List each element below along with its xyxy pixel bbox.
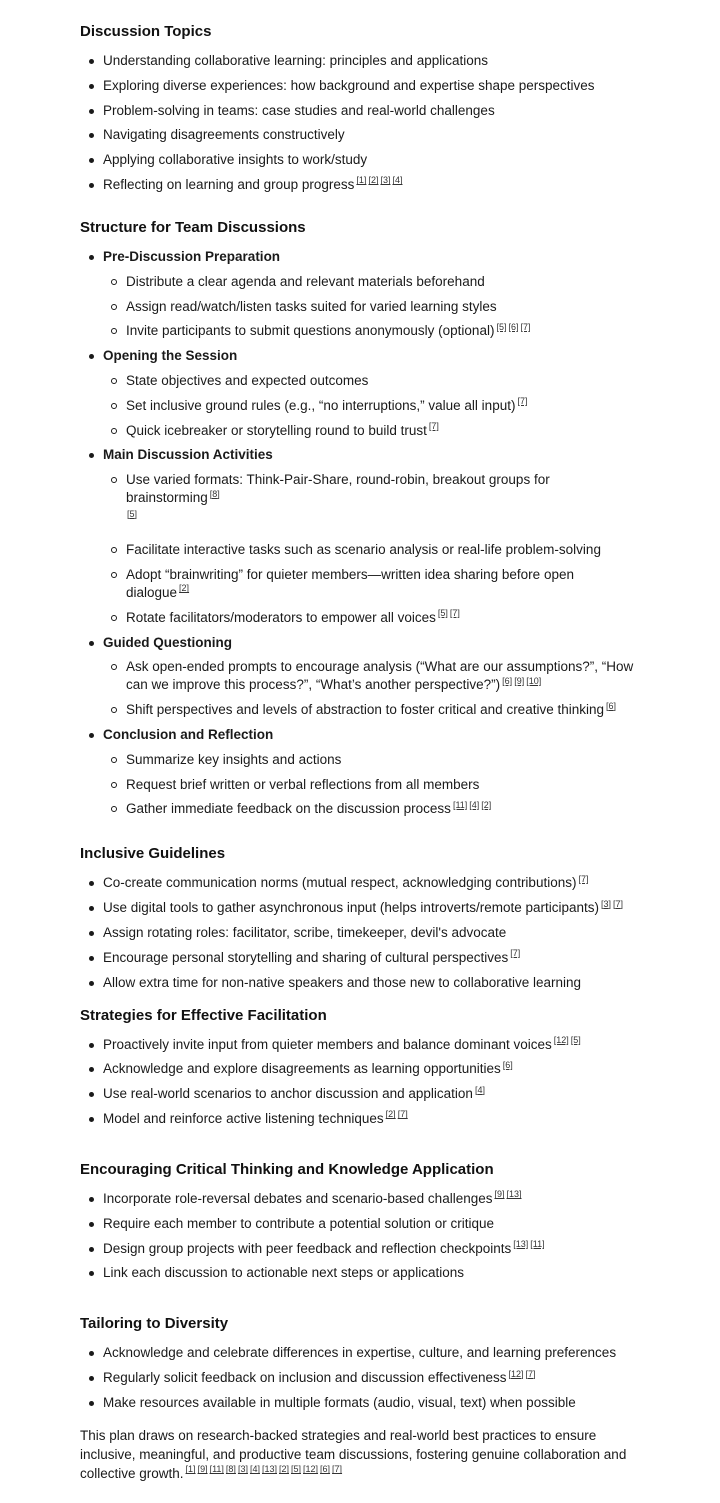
sub-list: [103, 372, 640, 440]
group-label: Pre-Discussion Preparation: [103, 248, 281, 264]
citation-link[interactable]: [7]: [510, 948, 521, 959]
citation-link[interactable]: [6]: [508, 321, 519, 332]
list-item: Require each member to contribute a potential solution or critique: [80, 1215, 640, 1233]
citation-link[interactable]: [5]: [127, 508, 138, 519]
citation-link[interactable]: [7]: [428, 421, 439, 432]
list-item: Use varied formats: Think-Pair-Share, round-robin, breakout groups for brainstorming [8] [5]: [103, 471, 640, 527]
list-item: Regularly solicit feedback on inclusion and discussion effectiveness [12] [7]: [80, 1369, 640, 1387]
citation-link[interactable]: [5]: [570, 1035, 581, 1046]
citation-link[interactable]: [4]: [474, 1084, 485, 1095]
citation-link[interactable]: [4]: [249, 1464, 260, 1475]
list-item: State objectives and expected outcomes: [103, 372, 640, 390]
list-item: Make resources available in multiple formats (audio, visual, text) when possible: [80, 1394, 640, 1412]
section-heading: Tailoring to Diversity: [80, 1315, 229, 1333]
section-inclusive-guidelines: [80, 844, 640, 991]
citation-link[interactable]: [12]: [303, 1464, 319, 1475]
citation-link[interactable]: [7]: [520, 321, 531, 332]
citation-link[interactable]: [7]: [449, 608, 460, 619]
list-group-guided-questioning: [80, 634, 640, 720]
list-item: Reflecting on learning and group progress [1] [2] [3] [4]: [80, 176, 640, 194]
citation-link[interactable]: [5]: [437, 608, 448, 619]
citation-link[interactable]: [7]: [578, 873, 589, 884]
citation-link[interactable]: [11]: [530, 1239, 545, 1249]
citation-link[interactable]: [7]: [613, 898, 624, 909]
citation-link[interactable]: [5]: [291, 1464, 302, 1475]
citation-link[interactable]: [8]: [225, 1464, 236, 1475]
section-facilitation-strategies: [80, 1006, 640, 1128]
list-item: Acknowledge and celebrate differences in expertise, culture, and learning preferences: [80, 1344, 640, 1362]
list-item: Link each discussion to actionable next steps or applications: [80, 1264, 640, 1282]
section-heading: Inclusive Guidelines: [80, 845, 226, 863]
citation-link[interactable]: [11]: [209, 1464, 224, 1475]
citation-link[interactable]: [3]: [601, 898, 612, 909]
section-heading: Encouraging Critical Thinking and Knowledge Application: [80, 1160, 494, 1178]
list-item: Set inclusive ground rules (e.g., “no interruptions,” value all input) [7]: [103, 397, 640, 415]
list-item: Encourage personal storytelling and sharing of cultural perspectives [7]: [80, 949, 640, 967]
group-label: Guided Questioning: [103, 634, 232, 650]
list-item: Acknowledge and explore disagreements as learning opportunities [6]: [80, 1060, 640, 1078]
list-item: Proactively invite input from quieter members and balance dominant voices [12] [5]: [80, 1036, 640, 1054]
citation-link[interactable]: [4]: [392, 175, 403, 186]
citation-link[interactable]: [8]: [209, 488, 220, 499]
citation-link[interactable]: [6]: [502, 675, 513, 686]
group-label: Main Discussion Activities: [103, 447, 273, 463]
list-group-main-activities: [80, 446, 640, 626]
list-item: Invite participants to submit questions anonymously (optional) [5] [6] [7]: [103, 322, 640, 340]
list-item: Adopt “brainwriting” for quieter members—written idea sharing before open dialogue [2]: [103, 566, 640, 602]
list-item: Allow extra time for non-native speakers and those new to collaborative learning: [80, 974, 640, 992]
citation-link[interactable]: [9]: [514, 675, 525, 686]
citation-link[interactable]: [7]: [397, 1109, 408, 1120]
list-item: Exploring diverse experiences: how background and expertise shape perspectives: [80, 77, 640, 95]
citation-link[interactable]: [7]: [517, 396, 528, 407]
list-item: Design group projects with peer feedback and reflection checkpoints [13] [11]: [80, 1240, 640, 1258]
bullet-list: [80, 874, 640, 991]
list-group-opening: [80, 347, 640, 439]
list-item: Facilitate interactive tasks such as scenario analysis or real-life problem-solving: [103, 541, 640, 559]
list-item: Assign rotating roles: facilitator, scribe, timekeeper, devil's advocate: [80, 924, 640, 942]
citation-link[interactable]: [3]: [237, 1464, 248, 1475]
sub-list: [103, 273, 640, 341]
citation-link[interactable]: [5]: [496, 321, 507, 332]
citation-link[interactable]: [2]: [481, 799, 492, 810]
citation-link[interactable]: [11]: [452, 799, 468, 810]
list-item: Navigating disagreements constructively: [80, 126, 640, 144]
citation-link[interactable]: [2]: [179, 583, 190, 594]
list-item: Applying collaborative insights to work/study: [80, 151, 640, 169]
section-discussion-topics: [80, 22, 640, 194]
sub-list: [103, 751, 640, 819]
section-structure: [80, 218, 640, 818]
sub-list: [103, 658, 640, 719]
list-item: Summarize key insights and actions: [103, 751, 640, 769]
citation-link[interactable]: [12]: [553, 1035, 569, 1046]
citation-link[interactable]: [2]: [385, 1109, 396, 1120]
bullet-list: [80, 1036, 640, 1128]
bullet-list: [80, 1344, 640, 1412]
citation-link[interactable]: [1]: [356, 175, 367, 186]
citation-link[interactable]: [6]: [320, 1464, 331, 1475]
citation-link[interactable]: [2]: [278, 1464, 289, 1475]
citation-link[interactable]: [2]: [368, 175, 379, 186]
list-item: Request brief written or verbal reflections from all members: [103, 776, 640, 794]
section-heading: Structure for Team Discussions: [80, 218, 306, 236]
section-tailoring-diversity: [80, 1314, 640, 1412]
citation-link[interactable]: [13]: [506, 1189, 522, 1200]
list-item: Shift perspectives and levels of abstraction to foster critical and creative thinking [6]: [103, 701, 640, 719]
closing-paragraph: This plan draws on research-backed strategies and real-world best practices to ensure inclusive, meaningful, and productive team discussions, fostering genuine collaboration and collective growth. [1] [9] [11] [8] [3] [4] [13] [2] [5] [12] [6] [7]: [80, 1427, 627, 1481]
citation-link[interactable]: [6]: [502, 1059, 513, 1070]
citation-link[interactable]: [7]: [525, 1368, 536, 1379]
list-item: Model and reinforce active listening techniques [2] [7]: [80, 1110, 640, 1128]
section-critical-thinking: [80, 1160, 640, 1282]
group-label: Opening the Session: [103, 348, 238, 364]
bullet-list: [80, 248, 640, 818]
bullet-list: [80, 52, 640, 194]
citation-link[interactable]: [1]: [185, 1464, 196, 1475]
list-item: Problem-solving in teams: case studies and real-world challenges: [80, 102, 640, 120]
list-item: Gather immediate feedback on the discussion process [11] [4] [2]: [103, 800, 640, 818]
bullet-list: [80, 1190, 640, 1282]
list-item: Understanding collaborative learning: principles and applications: [80, 52, 640, 70]
list-item: Incorporate role-reversal debates and scenario-based challenges [9] [13]: [80, 1190, 640, 1208]
list-item: Rotate facilitators/moderators to empower all voices [5] [7]: [103, 609, 640, 627]
list-item: Quick icebreaker or storytelling round to build trust [7]: [103, 422, 640, 440]
group-label: Conclusion and Reflection: [103, 726, 274, 742]
list-item: Use digital tools to gather asynchronous input (helps introverts/remote participants) [3] [7]: [80, 899, 640, 917]
citation-link[interactable]: [13]: [513, 1239, 529, 1249]
citation-link[interactable]: [7]: [332, 1464, 343, 1475]
section-heading: Strategies for Effective Facilitation: [80, 1006, 327, 1024]
citation-link[interactable]: [10]: [526, 675, 542, 686]
citation-link[interactable]: [6]: [606, 700, 617, 711]
citation-link[interactable]: [13]: [261, 1464, 277, 1475]
list-item: Use real-world scenarios to anchor discussion and application [4]: [80, 1085, 640, 1103]
list-item: Co-create communication norms (mutual respect, acknowledging contributions) [7]: [80, 874, 640, 892]
list-item: Distribute a clear agenda and relevant materials beforehand: [103, 273, 640, 291]
citation-link[interactable]: [4]: [469, 799, 480, 810]
sub-list: [103, 471, 640, 627]
citation-link[interactable]: [12]: [508, 1368, 524, 1379]
citation-link[interactable]: [9]: [197, 1464, 208, 1475]
citation-link[interactable]: [3]: [380, 175, 391, 186]
list-item: Ask open-ended prompts to encourage analysis (“What are our assumptions?”, “How can we improve this process?”, “What’s another perspective?”) [6] [9] [10]: [103, 658, 640, 694]
list-group-pre-discussion: [80, 248, 640, 340]
citation-link[interactable]: [9]: [494, 1189, 505, 1200]
list-item: Assign read/watch/listen tasks suited for varied learning styles: [103, 298, 640, 316]
list-group-conclusion: [80, 726, 640, 818]
section-heading: Discussion Topics: [80, 23, 212, 40]
